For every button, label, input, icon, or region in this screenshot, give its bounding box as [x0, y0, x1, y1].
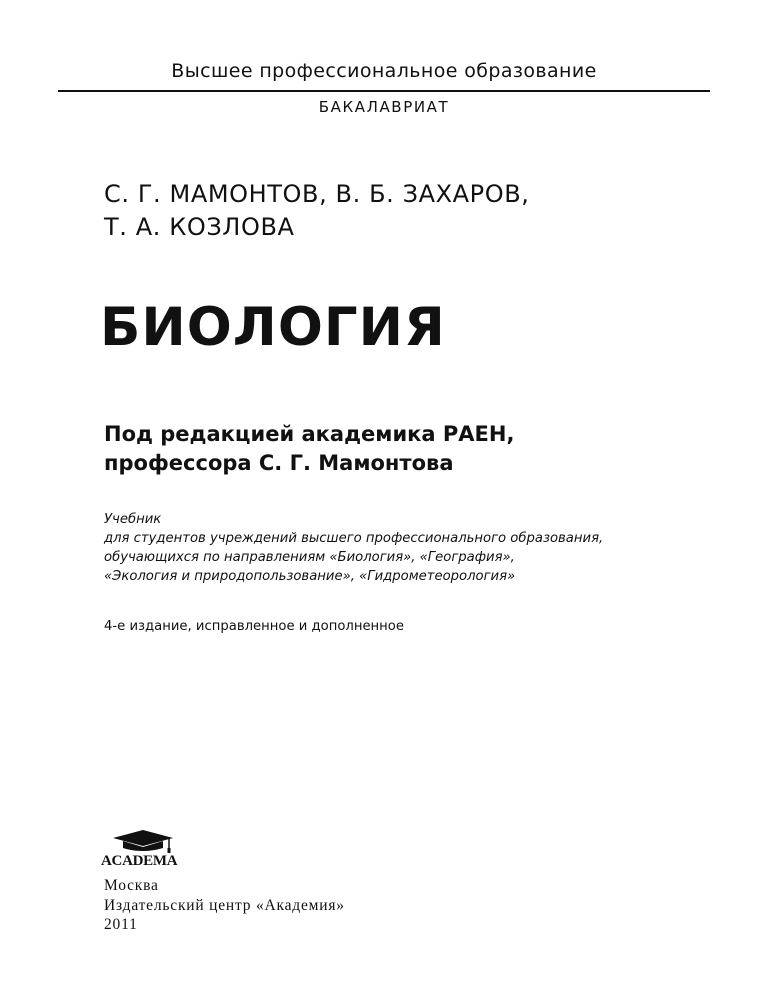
authors-line-2: Т. А. КОЗЛОВА: [104, 213, 295, 241]
education-level: БАКАЛАВРИАТ: [318, 98, 450, 116]
mortarboard-icon: [103, 829, 183, 855]
series-title: Высшее профессиональное образование: [171, 60, 597, 82]
publisher-logo-text: ACADEMA: [101, 853, 178, 869]
purpose-line-1: Учебник: [104, 512, 162, 527]
editor-line-2: профессора С. Г. Мамонтова: [104, 451, 454, 475]
purpose-line-4: «Экология и природопользование», «Гидрометеорология»: [104, 569, 516, 584]
imprint: [104, 876, 345, 935]
imprint-year: 2011: [104, 916, 138, 933]
book-purpose: [104, 510, 603, 586]
edition-note: 4-е издание, исправленное и дополненное: [104, 619, 404, 634]
imprint-city: Москва: [104, 877, 159, 894]
authors-line-1: С. Г. МАМОНТОВ, В. Б. ЗАХАРОВ,: [104, 180, 530, 208]
header-divider: [58, 90, 710, 92]
book-title: БИОЛОГИЯ: [100, 297, 446, 358]
imprint-publisher: Издательский центр «Академия»: [104, 896, 345, 914]
purpose-line-3: обучающихся по направлениям «Биология», «География»,: [104, 550, 515, 565]
publisher-logo: [101, 829, 201, 873]
purpose-line-2: для студентов учреждений высшего профессионального образования,: [104, 531, 604, 546]
editor-line-1: Под редакцией академика РАЕН,: [104, 422, 515, 446]
editor-credit: [104, 420, 514, 478]
authors: [104, 178, 530, 244]
